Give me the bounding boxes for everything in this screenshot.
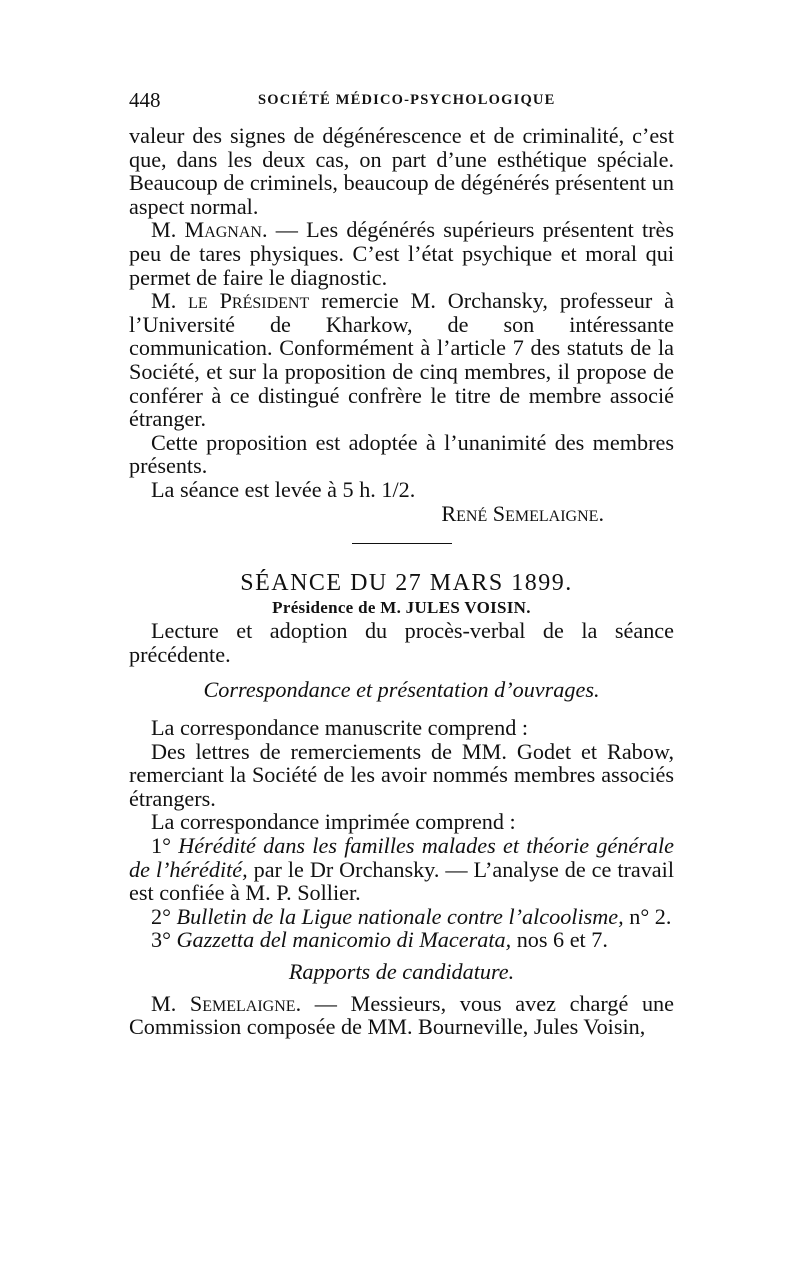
list-item-1: [129, 834, 674, 905]
item-title: Bulletin de la Ligue nationale contre l’alcoolisme,: [176, 903, 624, 929]
item-number: 1°: [151, 833, 179, 859]
section-heading-correspondance: Correspondance et présentation d’ouvrages.: [203, 677, 600, 703]
running-title: SOCIÉTÉ MÉDICO-PSYCHOLOGIQUE: [258, 92, 556, 108]
speaker-name: M. le Président: [151, 288, 310, 314]
item-title: Hérédité dans les familles malades et théorie générale de l’hérédité,: [129, 833, 674, 882]
seance-title: SÉANCE DU 27 MARS 1899.: [240, 570, 573, 597]
signature: René Semelaigne.: [441, 500, 604, 526]
item-number: 3°: [151, 927, 177, 953]
section-divider: [352, 543, 452, 544]
paragraph-imprimee: La correspondance imprimée comprend :: [151, 809, 516, 835]
paragraph-text: — Les dégénérés supérieurs présentent très peu de tares physiques. C’est l’état psychique et moral qui permet de faire le diagnostic.: [129, 217, 674, 290]
item-text: nos 6 et 7.: [511, 927, 608, 953]
item-number: 2°: [151, 903, 177, 929]
page-number: 448: [129, 88, 161, 112]
paragraph-lettres: Des lettres de remerciements de MM. Godet et Rabow, remerciant la Société de les avoir nommés membres associés étrangers.: [129, 738, 674, 811]
paragraph-president: [129, 289, 674, 431]
presidence-line: Présidence de M. JULES VOISIN.: [272, 597, 531, 617]
paragraph-text: — Messieurs, vous avez chargé une Commission composée de MM. Bourneville, Jules Voisin,: [129, 990, 674, 1040]
speaker-name: M. Semelaigne.: [151, 990, 302, 1016]
paragraph-magnan: [129, 218, 674, 289]
page-header: [129, 88, 674, 114]
item-title: Gazzetta del manicomio di Macerata,: [176, 927, 512, 953]
list-item-3: [129, 928, 674, 952]
paragraph-lecture: Lecture et adoption du procès-verbal de la séance précédente.: [129, 618, 674, 667]
list-item-2: [129, 905, 674, 929]
paragraph-continuation: valeur des signes de dégénérescence et de criminalité, c’est que, dans les deux cas, on part d’une esthétique spéciale. Beaucoup de criminels, beaucoup de dégénérés présentent un aspect normal.: [129, 123, 674, 219]
body-text: [129, 124, 674, 1039]
paragraph-semelaigne: [129, 992, 674, 1039]
item-text: n° 2.: [623, 903, 672, 929]
paragraph-manuscrite: La correspondance manuscrite comprend :: [151, 715, 529, 741]
paragraph-adoption: Cette proposition est adoptée à l’unanimité des membres présents.: [129, 429, 674, 479]
paragraph-text: remercie M. Orchansky, professeur à l’Université de Kharkow, de son intéressante communication. Conformément à l’article 7 des statuts de la Société, et sur la proposition de cinq membres, il propose de conférer à ce distingué confrère le titre de membre associé étranger.: [129, 288, 674, 432]
item-text: par le Dr Orchansky. — L’analyse de ce travail est confiée à M. P. Sollier.: [129, 856, 674, 906]
speaker-name: M. Magnan.: [151, 217, 268, 243]
paragraph-closing: La séance est levée à 5 h. 1/2.: [151, 476, 416, 502]
section-heading-rapports: Rapports de candidature.: [288, 959, 515, 984]
